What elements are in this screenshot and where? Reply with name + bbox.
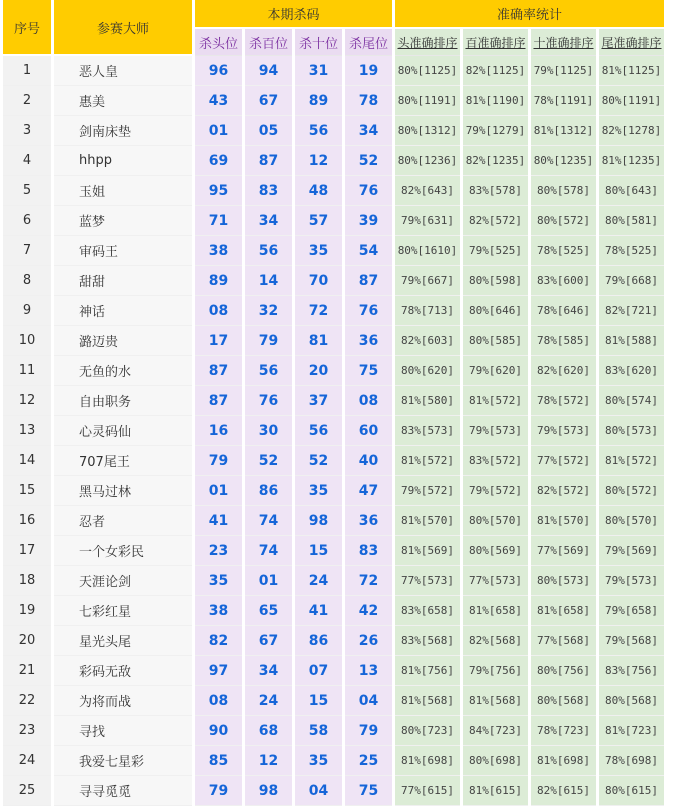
row-index: 4 — [3, 146, 51, 176]
acc-tens-value: 80%[1235] — [531, 146, 596, 176]
table-row — [3, 146, 664, 176]
kill-head-value: 16 — [195, 416, 242, 446]
kill-tail-value: 39 — [345, 206, 392, 236]
acc-hundreds-value: 81%[568] — [463, 686, 528, 716]
acc-head-value: 80%[620] — [395, 356, 460, 386]
acc-tens-value: 82%[620] — [531, 356, 596, 386]
master-name: 忍者 — [54, 506, 192, 536]
kill-tens-value: 57 — [295, 206, 342, 236]
master-name: 寻寻觅觅 — [54, 776, 192, 806]
kill-tens-value: 37 — [295, 386, 342, 416]
table-row — [3, 566, 664, 596]
kill-tens-value: 20 — [295, 356, 342, 386]
kill-tens-value: 24 — [295, 566, 342, 596]
kill-head-value: 38 — [195, 236, 242, 266]
header-row-groups — [3, 0, 664, 29]
table-row — [3, 536, 664, 566]
table-row — [3, 626, 664, 656]
row-index: 20 — [3, 626, 51, 656]
acc-hundreds-value: 77%[573] — [463, 566, 528, 596]
acc-hundreds-value: 83%[578] — [463, 176, 528, 206]
acc-head-value: 81%[698] — [395, 746, 460, 776]
acc-tens-value: 78%[585] — [531, 326, 596, 356]
group-header-accuracy: 准确率统计 — [395, 0, 664, 29]
acc-hundreds-value: 79%[573] — [463, 416, 528, 446]
kill-hundreds-value: 52 — [245, 446, 292, 476]
acc-head-value: 83%[658] — [395, 596, 460, 626]
master-name: 恶人皇 — [54, 56, 192, 86]
kill-head-value: 95 — [195, 176, 242, 206]
acc-tail-value: 81%[723] — [599, 716, 664, 746]
kill-tens-value: 98 — [295, 506, 342, 536]
row-index: 24 — [3, 746, 51, 776]
kill-hundreds-value: 98 — [245, 776, 292, 806]
acc-tail-value: 79%[573] — [599, 566, 664, 596]
kill-tens-value: 52 — [295, 446, 342, 476]
col-header-master: 参赛大师 — [54, 0, 192, 56]
acc-tens-value: 81%[570] — [531, 506, 596, 536]
kill-head-value: 85 — [195, 746, 242, 776]
kill-tens-value: 70 — [295, 266, 342, 296]
kill-tens-value: 15 — [295, 536, 342, 566]
acc-tens-value: 82%[572] — [531, 476, 596, 506]
kill-tens-value: 35 — [295, 236, 342, 266]
acc-tail-value: 80%[568] — [599, 686, 664, 716]
kill-tail-value: 75 — [345, 356, 392, 386]
acc-hundreds-value: 80%[570] — [463, 506, 528, 536]
kill-head-value: 87 — [195, 386, 242, 416]
acc-tens-value: 81%[658] — [531, 596, 596, 626]
acc-hundreds-value: 82%[568] — [463, 626, 528, 656]
kill-head-value: 23 — [195, 536, 242, 566]
acc-tens-value: 81%[698] — [531, 746, 596, 776]
kill-tail-value: 60 — [345, 416, 392, 446]
acc-hundreds-value: 82%[1235] — [463, 146, 528, 176]
table-row — [3, 206, 664, 236]
acc-tens-value: 79%[573] — [531, 416, 596, 446]
row-index: 13 — [3, 416, 51, 446]
group-header-kill: 本期杀码 — [195, 0, 392, 29]
table-row — [3, 326, 664, 356]
acc-head-value: 81%[569] — [395, 536, 460, 566]
master-name: 寻找 — [54, 716, 192, 746]
kill-tail-value: 79 — [345, 716, 392, 746]
acc-hundreds-value: 79%[1279] — [463, 116, 528, 146]
acc-tail-value: 81%[1125] — [599, 56, 664, 86]
acc-hundreds-value: 79%[756] — [463, 656, 528, 686]
master-name: 为将而战 — [54, 686, 192, 716]
kill-tail-value: 54 — [345, 236, 392, 266]
kill-head-value: 38 — [195, 596, 242, 626]
acc-tens-value: 78%[646] — [531, 296, 596, 326]
table-row — [3, 296, 664, 326]
kill-hundreds-value: 24 — [245, 686, 292, 716]
row-index: 8 — [3, 266, 51, 296]
master-name: hhpp — [54, 146, 192, 176]
acc-hundreds-value: 83%[572] — [463, 446, 528, 476]
acc-head-value: 80%[1312] — [395, 116, 460, 146]
acc-hundreds-value: 84%[723] — [463, 716, 528, 746]
acc-head-value: 83%[573] — [395, 416, 460, 446]
acc-tens-value: 78%[1191] — [531, 86, 596, 116]
col-header-kill-tail: 杀尾位 — [345, 29, 392, 56]
acc-tens-value: 83%[600] — [531, 266, 596, 296]
row-index: 1 — [3, 56, 51, 86]
kill-hundreds-value: 86 — [245, 476, 292, 506]
acc-tail-value: 79%[658] — [599, 596, 664, 626]
acc-tail-value: 78%[525] — [599, 236, 664, 266]
kill-tens-value: 56 — [295, 116, 342, 146]
acc-head-value: 82%[603] — [395, 326, 460, 356]
master-name: 甜甜 — [54, 266, 192, 296]
kill-head-value: 43 — [195, 86, 242, 116]
acc-tail-value: 79%[668] — [599, 266, 664, 296]
kill-hundreds-value: 01 — [245, 566, 292, 596]
kill-tens-value: 72 — [295, 296, 342, 326]
kill-head-value: 97 — [195, 656, 242, 686]
master-name: 彩码无敌 — [54, 656, 192, 686]
kill-tail-value: 47 — [345, 476, 392, 506]
col-header-acc-tail-sort[interactable]: 尾准确排序 — [599, 29, 664, 56]
kill-tens-value: 35 — [295, 476, 342, 506]
kill-head-value: 01 — [195, 476, 242, 506]
kill-tail-value: 87 — [345, 266, 392, 296]
acc-tail-value: 80%[581] — [599, 206, 664, 236]
acc-tens-value: 77%[568] — [531, 626, 596, 656]
acc-tens-value: 78%[723] — [531, 716, 596, 746]
table-row — [3, 686, 664, 716]
acc-hundreds-value: 79%[572] — [463, 476, 528, 506]
kill-tens-value: 86 — [295, 626, 342, 656]
acc-tail-value: 80%[615] — [599, 776, 664, 806]
kill-tens-value: 04 — [295, 776, 342, 806]
kill-hundreds-value: 68 — [245, 716, 292, 746]
kill-hundreds-value: 94 — [245, 56, 292, 86]
kill-head-value: 35 — [195, 566, 242, 596]
acc-hundreds-value: 81%[1190] — [463, 86, 528, 116]
kill-tail-value: 72 — [345, 566, 392, 596]
acc-head-value: 78%[713] — [395, 296, 460, 326]
kill-tens-value: 07 — [295, 656, 342, 686]
master-name: 无鱼的水 — [54, 356, 192, 386]
kill-tens-value: 31 — [295, 56, 342, 86]
row-index: 11 — [3, 356, 51, 386]
kill-tail-value: 26 — [345, 626, 392, 656]
kill-hundreds-value: 34 — [245, 206, 292, 236]
table-row — [3, 266, 664, 296]
acc-hundreds-value: 79%[525] — [463, 236, 528, 266]
table-row — [3, 716, 664, 746]
row-index: 2 — [3, 86, 51, 116]
kill-tail-value: 52 — [345, 146, 392, 176]
kill-tens-value: 41 — [295, 596, 342, 626]
acc-tens-value: 79%[1125] — [531, 56, 596, 86]
kill-tail-value: 76 — [345, 296, 392, 326]
kill-hundreds-value: 83 — [245, 176, 292, 206]
kill-head-value: 17 — [195, 326, 242, 356]
acc-head-value: 80%[1191] — [395, 86, 460, 116]
acc-hundreds-value: 80%[698] — [463, 746, 528, 776]
acc-head-value: 81%[568] — [395, 686, 460, 716]
master-name: 我爱七星彩 — [54, 746, 192, 776]
acc-head-value: 80%[1236] — [395, 146, 460, 176]
master-name: 一个女彩民 — [54, 536, 192, 566]
kill-hundreds-value: 14 — [245, 266, 292, 296]
acc-tail-value: 80%[1191] — [599, 86, 664, 116]
kill-tens-value: 12 — [295, 146, 342, 176]
acc-tens-value: 77%[572] — [531, 446, 596, 476]
acc-tens-value: 80%[572] — [531, 206, 596, 236]
acc-hundreds-value: 82%[572] — [463, 206, 528, 236]
row-index: 25 — [3, 776, 51, 806]
acc-head-value: 80%[1125] — [395, 56, 460, 86]
master-name: 神话 — [54, 296, 192, 326]
row-index: 16 — [3, 506, 51, 536]
acc-tail-value: 81%[588] — [599, 326, 664, 356]
master-name: 审码王 — [54, 236, 192, 266]
acc-tens-value: 78%[525] — [531, 236, 596, 266]
table-row — [3, 776, 664, 806]
kill-head-value: 90 — [195, 716, 242, 746]
kill-tail-value: 42 — [345, 596, 392, 626]
kill-tail-value: 76 — [345, 176, 392, 206]
kill-tens-value: 48 — [295, 176, 342, 206]
kill-head-value: 08 — [195, 296, 242, 326]
kill-tail-value: 04 — [345, 686, 392, 716]
acc-tens-value: 80%[578] — [531, 176, 596, 206]
kill-tail-value: 25 — [345, 746, 392, 776]
table-row — [3, 236, 664, 266]
kill-head-value: 41 — [195, 506, 242, 536]
row-index: 19 — [3, 596, 51, 626]
kill-hundreds-value: 67 — [245, 626, 292, 656]
row-index: 14 — [3, 446, 51, 476]
kill-hundreds-value: 30 — [245, 416, 292, 446]
table-row — [3, 416, 664, 446]
acc-tail-value: 79%[568] — [599, 626, 664, 656]
kill-head-value: 79 — [195, 776, 242, 806]
master-name: 剑南床垫 — [54, 116, 192, 146]
kill-tens-value: 89 — [295, 86, 342, 116]
acc-head-value: 82%[643] — [395, 176, 460, 206]
col-header-acc-hundreds-sort[interactable]: 百准确排序 — [463, 29, 528, 56]
acc-tail-value: 78%[698] — [599, 746, 664, 776]
kill-tens-value: 56 — [295, 416, 342, 446]
kill-tail-value: 75 — [345, 776, 392, 806]
kill-tail-value: 08 — [345, 386, 392, 416]
master-name: 天涯论剑 — [54, 566, 192, 596]
acc-head-value: 80%[1610] — [395, 236, 460, 266]
table-body — [3, 56, 664, 806]
acc-hundreds-value: 80%[569] — [463, 536, 528, 566]
master-name: 潞迈贵 — [54, 326, 192, 356]
kill-head-value: 69 — [195, 146, 242, 176]
master-name: 蓝梦 — [54, 206, 192, 236]
master-name: 心灵码仙 — [54, 416, 192, 446]
kill-head-value: 08 — [195, 686, 242, 716]
acc-hundreds-value: 81%[572] — [463, 386, 528, 416]
master-name: 七彩红星 — [54, 596, 192, 626]
kill-tail-value: 36 — [345, 326, 392, 356]
kill-head-value: 71 — [195, 206, 242, 236]
row-index: 23 — [3, 716, 51, 746]
kill-hundreds-value: 65 — [245, 596, 292, 626]
master-name: 自由职务 — [54, 386, 192, 416]
row-index: 15 — [3, 476, 51, 506]
acc-head-value: 81%[580] — [395, 386, 460, 416]
row-index: 5 — [3, 176, 51, 206]
acc-tail-value: 80%[573] — [599, 416, 664, 446]
row-index: 9 — [3, 296, 51, 326]
row-index: 10 — [3, 326, 51, 356]
kill-head-value: 82 — [195, 626, 242, 656]
acc-tail-value: 83%[756] — [599, 656, 664, 686]
table-row — [3, 176, 664, 206]
acc-tail-value: 81%[1235] — [599, 146, 664, 176]
acc-hundreds-value: 80%[585] — [463, 326, 528, 356]
kill-tail-value: 83 — [345, 536, 392, 566]
kill-tail-value: 13 — [345, 656, 392, 686]
acc-head-value: 81%[572] — [395, 446, 460, 476]
acc-hundreds-value: 81%[615] — [463, 776, 528, 806]
table-row — [3, 356, 664, 386]
kill-tail-value: 34 — [345, 116, 392, 146]
table-row — [3, 116, 664, 146]
table-row — [3, 596, 664, 626]
acc-tail-value: 82%[721] — [599, 296, 664, 326]
table-row — [3, 476, 664, 506]
row-index: 17 — [3, 536, 51, 566]
acc-tail-value: 80%[574] — [599, 386, 664, 416]
acc-tail-value: 80%[572] — [599, 476, 664, 506]
kill-tail-value: 36 — [345, 506, 392, 536]
acc-head-value: 77%[615] — [395, 776, 460, 806]
acc-head-value: 83%[568] — [395, 626, 460, 656]
acc-head-value: 79%[667] — [395, 266, 460, 296]
acc-tens-value: 81%[1312] — [531, 116, 596, 146]
col-header-kill-head: 杀头位 — [195, 29, 242, 56]
kill-hundreds-value: 32 — [245, 296, 292, 326]
table-row — [3, 446, 664, 476]
acc-tail-value: 83%[620] — [599, 356, 664, 386]
acc-head-value: 81%[570] — [395, 506, 460, 536]
row-index: 12 — [3, 386, 51, 416]
kill-tail-value: 78 — [345, 86, 392, 116]
row-index: 6 — [3, 206, 51, 236]
table-row — [3, 56, 664, 86]
table-row — [3, 386, 664, 416]
col-header-acc-tens-sort[interactable]: 十准确排序 — [531, 29, 596, 56]
kill-head-value: 89 — [195, 266, 242, 296]
col-header-kill-tens: 杀十位 — [295, 29, 342, 56]
master-name: 玉姐 — [54, 176, 192, 206]
acc-tens-value: 78%[572] — [531, 386, 596, 416]
acc-tens-value: 77%[569] — [531, 536, 596, 566]
col-header-index: 序号 — [3, 0, 51, 56]
kill-tens-value: 15 — [295, 686, 342, 716]
master-name: 惠美 — [54, 86, 192, 116]
acc-head-value: 79%[572] — [395, 476, 460, 506]
kill-tail-value: 19 — [345, 56, 392, 86]
acc-tens-value: 80%[568] — [531, 686, 596, 716]
kill-head-value: 96 — [195, 56, 242, 86]
kill-tens-value: 58 — [295, 716, 342, 746]
table-row — [3, 86, 664, 116]
acc-head-value: 79%[631] — [395, 206, 460, 236]
acc-hundreds-value: 81%[658] — [463, 596, 528, 626]
kill-head-value: 01 — [195, 116, 242, 146]
acc-tail-value: 81%[572] — [599, 446, 664, 476]
kill-hundreds-value: 34 — [245, 656, 292, 686]
acc-tail-value: 82%[1278] — [599, 116, 664, 146]
table-row — [3, 656, 664, 686]
kill-head-value: 79 — [195, 446, 242, 476]
acc-hundreds-value: 82%[1125] — [463, 56, 528, 86]
acc-hundreds-value: 80%[646] — [463, 296, 528, 326]
kill-hundreds-value: 56 — [245, 236, 292, 266]
acc-tens-value: 80%[756] — [531, 656, 596, 686]
kill-hundreds-value: 05 — [245, 116, 292, 146]
kill-head-value: 87 — [195, 356, 242, 386]
acc-head-value: 77%[573] — [395, 566, 460, 596]
row-index: 7 — [3, 236, 51, 266]
kill-hundreds-value: 67 — [245, 86, 292, 116]
row-index: 18 — [3, 566, 51, 596]
kill-hundreds-value: 74 — [245, 536, 292, 566]
kill-hundreds-value: 79 — [245, 326, 292, 356]
acc-tens-value: 80%[573] — [531, 566, 596, 596]
acc-hundreds-value: 79%[620] — [463, 356, 528, 386]
row-index: 3 — [3, 116, 51, 146]
acc-tail-value: 79%[569] — [599, 536, 664, 566]
kill-hundreds-value: 12 — [245, 746, 292, 776]
acc-head-value: 80%[723] — [395, 716, 460, 746]
kill-hundreds-value: 76 — [245, 386, 292, 416]
kill-tail-value: 40 — [345, 446, 392, 476]
kill-hundreds-value: 56 — [245, 356, 292, 386]
row-index: 22 — [3, 686, 51, 716]
table-row — [3, 506, 664, 536]
master-name: 707尾王 — [54, 446, 192, 476]
master-name: 黑马过林 — [54, 476, 192, 506]
kill-tens-value: 35 — [295, 746, 342, 776]
table-row — [3, 746, 664, 776]
acc-tail-value: 80%[643] — [599, 176, 664, 206]
col-header-acc-head-sort[interactable]: 头准确排序 — [395, 29, 460, 56]
row-index: 21 — [3, 656, 51, 686]
kill-hundreds-value: 74 — [245, 506, 292, 536]
acc-head-value: 81%[756] — [395, 656, 460, 686]
kill-hundreds-value: 87 — [245, 146, 292, 176]
acc-tail-value: 80%[570] — [599, 506, 664, 536]
col-header-kill-hundreds: 杀百位 — [245, 29, 292, 56]
master-name: 星光头尾 — [54, 626, 192, 656]
acc-tens-value: 82%[615] — [531, 776, 596, 806]
kill-tens-value: 81 — [295, 326, 342, 356]
acc-hundreds-value: 80%[598] — [463, 266, 528, 296]
